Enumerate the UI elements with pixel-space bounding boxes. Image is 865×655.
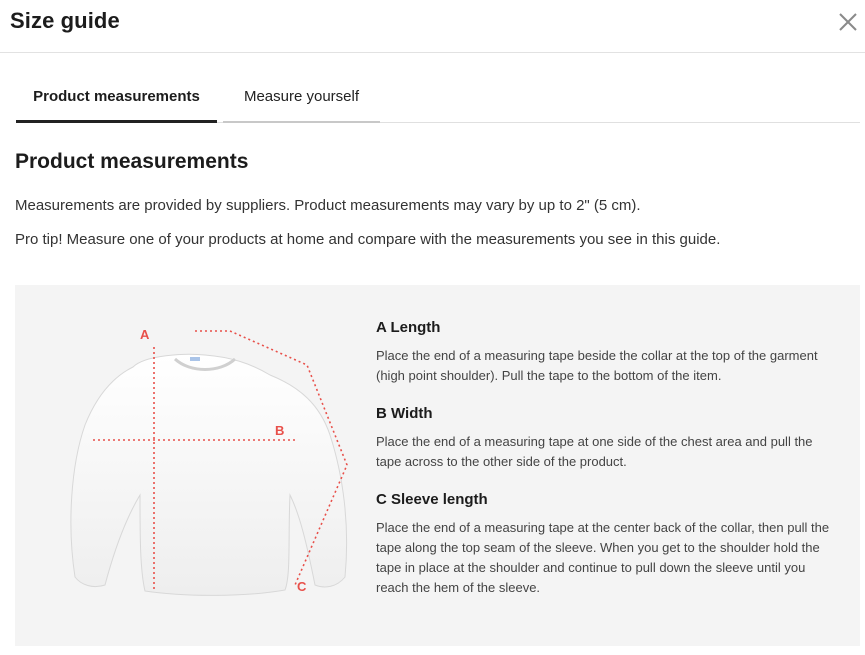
measurement-b bbox=[376, 405, 841, 472]
measurement-c-text: Place the end of a measuring tape at the center back of the collar, then pull the tape along the top seam of the sleeve. When you get to the shoulder hold the tape in place at the shoulder and continue to pull down the sleeve until you reach the hem of the sleeve. bbox=[376, 520, 830, 595]
section-heading: Product measurements bbox=[15, 150, 249, 173]
measurement-a bbox=[376, 319, 841, 386]
info-paragraph: Measurements are provided by suppliers. Product measurements may vary by up to 2" (5 cm). bbox=[15, 197, 641, 214]
measurement-panel bbox=[15, 285, 860, 646]
sweatshirt-illustration bbox=[45, 315, 365, 605]
measurement-a-title: A Length bbox=[376, 319, 441, 336]
label-c: C bbox=[297, 579, 307, 594]
measurement-c-title: C Sleeve length bbox=[376, 491, 488, 508]
tab-measure-yourself[interactable]: Measure yourself bbox=[223, 70, 380, 123]
sweatshirt-shape bbox=[71, 354, 347, 595]
label-b: B bbox=[275, 423, 285, 438]
close-icon bbox=[836, 10, 860, 34]
measurement-b-text: Place the end of a measuring tape at one side of the chest area and pull the tape across to the other side of the product. bbox=[376, 434, 813, 469]
modal-title: Size guide bbox=[10, 8, 120, 33]
measurement-a-text: Place the end of a measuring tape beside the collar at the top of the garment (high point shoulder). Pull the tape to the bottom of the item. bbox=[376, 348, 818, 383]
tab-bar bbox=[16, 70, 860, 123]
tag-shape bbox=[190, 357, 200, 361]
measurement-c bbox=[376, 491, 841, 598]
label-a: A bbox=[140, 327, 150, 342]
close-button[interactable] bbox=[836, 10, 860, 34]
measurement-b-title: B Width bbox=[376, 405, 433, 422]
tip-paragraph: Pro tip! Measure one of your products at home and compare with the measurements you see in this guide. bbox=[15, 231, 721, 248]
modal-header bbox=[0, 0, 865, 53]
tab-product-measurements[interactable]: Product measurements bbox=[16, 70, 217, 123]
